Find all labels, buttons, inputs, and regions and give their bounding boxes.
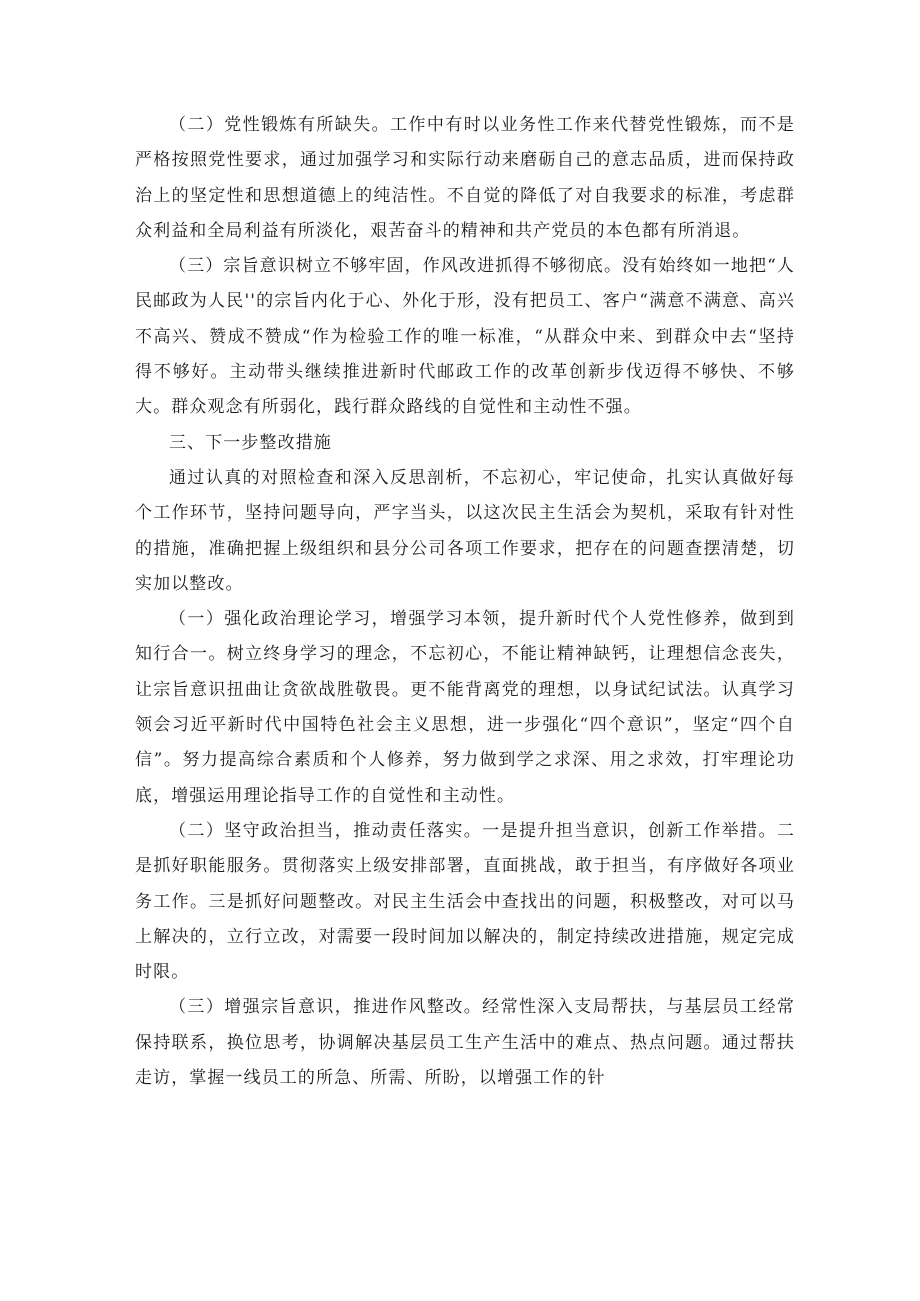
document-body — [135, 108, 795, 1096]
paragraph-purpose-awareness: （三）宗旨意识树立不够牢固，作风改进抓得不够彻底。没有始终如一地把“人民邮政为人民''的宗旨内化于心、外化于形，没有把员工、客户“满意不满意、高兴不高兴、赞成不赞成“作为检验工作的唯一标准，“从群众中来、到群众中去“坚持得不够好。主动带头继续推进新时代邮政工作的改革创新步伐迈得不够快、不够大。群众观念有所弱化，践行群众路线的自觉性和主动性不强。 — [135, 256, 795, 418]
section-heading-next-steps: 三、下一步整改措施 — [169, 432, 332, 453]
paragraph-party-training: （二）党性锻炼有所缺失。工作中有时以业务性工作来代替党性锻炼，而不是严格按照党性要求，通过加强学习和实际行动来磨砺自己的意志品质，进而保持政治上的坚定性和思想道德上的纯洁性。不自觉的降低了对自我要求的标准，考虑群众利益和全局利益有所淡化，艰苦奋斗的精神和共产党员的本色都有所消退。 — [135, 115, 795, 241]
paragraph-rectification-intro: 通过认真的对照检查和深入反思剖析，不忘初心，牢记使命，扎实认真做好每个工作环节，坚持问题导向，严字当头，以这次民主生活会为契机，采取有针对性的措施，准确把握上级组织和县分公司各项工作要求，把存在的问题查摆清楚，切实加以整改。 — [135, 467, 795, 594]
paragraph-theory-study: （一）强化政治理论学习，增强学习本领，提升新时代个人党性修养，做到到知行合一。树立终身学习的理念，不忘初心，不能让精神缺钙，让理想信念丧失，让宗旨意识扭曲让贪欲战胜敬畏。更不能背离党的理想，以身试纪试法。认真学习领会习近平新时代中国特色社会主义思想，进一步强化“四个意识”，坚定“四个自信”。努力提高综合素质和个人修养，努力做到学之求深、用之求效，打牢理论功底，增强运用理论指导工作的自觉性和主动性。 — [135, 609, 795, 806]
paragraph-political-responsibility: （二）坚守政治担当，推动责任落实。一是提升担当意识，创新工作举措。二是抓好职能服务。贯彻落实上级安排部署，直面挑战，敢于担当，有序做好各项业务工作。三是抓好问题整改。对民主生活会中查找出的问题，积极整改，对可以马上解决的，立行立改，对需要一段时间加以解决的，制定持续改进措施，规定完成时限。 — [135, 820, 795, 983]
page-bottom-margin — [0, 1285, 920, 1301]
paragraph-style-rectification: （三）增强宗旨意识，推进作风整改。经常性深入支局帮扶，与基层员工经常保持联系，换位思考，协调解决基层员工生产生活中的难点、热点问题。通过帮扶走访，掌握一线员工的所急、所需、所盼，以增强工作的针 — [135, 997, 795, 1089]
